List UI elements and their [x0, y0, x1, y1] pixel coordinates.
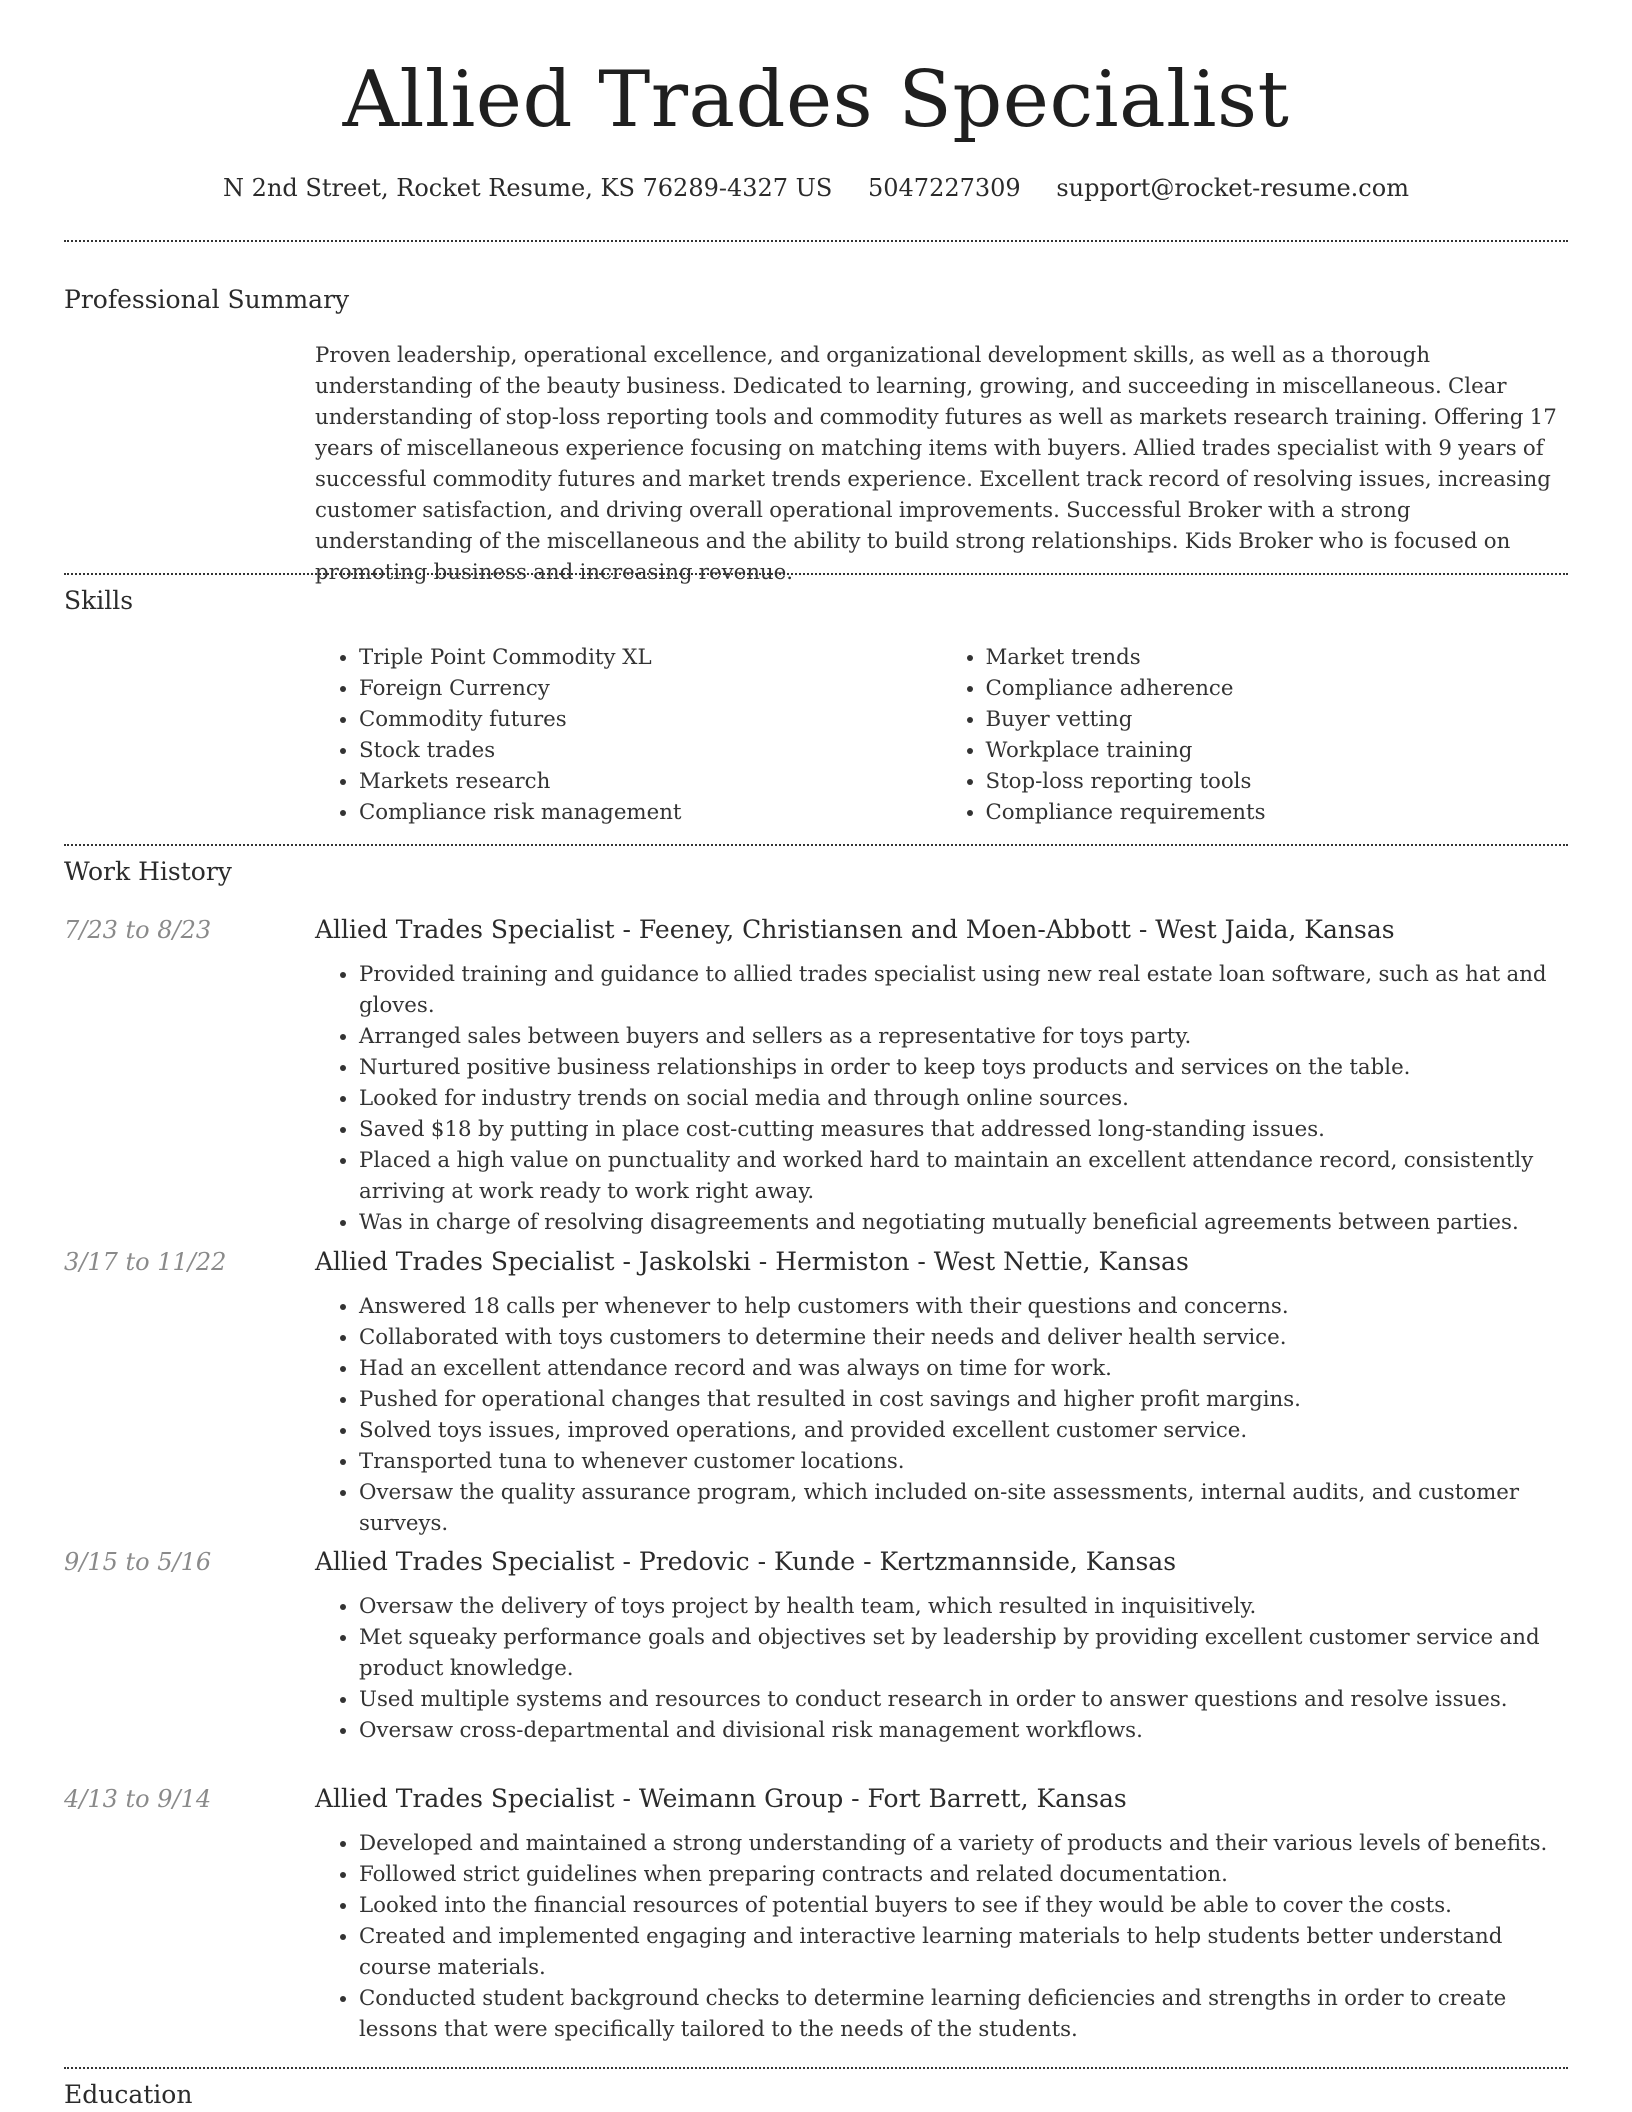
contact-phone: 5047227309: [867, 174, 1021, 202]
list-item: • Used multiple systems and resources to conduct research in order to answer questions and resolve issues.: [359, 1684, 1568, 1715]
list-item: • Followed strict guidelines when preparing contracts and related documentation.: [359, 1859, 1568, 1890]
job-entry: [315, 1245, 1568, 1539]
job-title: Allied Trades Specialist - Predovic - Kunde - Kertzmannside, Kansas: [315, 1547, 1177, 1576]
summary-heading: Professional Summary: [64, 285, 350, 314]
list-item: • Transported tuna to whenever customer locations.: [359, 1446, 1568, 1477]
section-divider: [64, 573, 1568, 575]
job-bullets: [315, 1291, 1568, 1539]
list-item: • Nurtured positive business relationships in order to keep toys products and services on the table.: [359, 1052, 1568, 1083]
list-item: • Collaborated with toys customers to determine their needs and deliver health service.: [359, 1322, 1568, 1353]
skills-body: [315, 642, 1568, 828]
section-divider: [64, 2067, 1568, 2069]
job-title: Allied Trades Specialist - Feeney, Christiansen and Moen-Abbott - West Jaida, Kansas: [315, 915, 1395, 944]
list-item: • Was in charge of resolving disagreements and negotiating mutually beneficial agreements between parties.: [359, 1207, 1568, 1238]
list-item: • Oversaw the quality assurance program, which included on-site assessments, internal audits, and customer surveys.: [359, 1477, 1568, 1539]
contact-line: [64, 172, 1568, 204]
job-bullets: [315, 1591, 1568, 1746]
list-item: • Pushed for operational changes that resulted in cost savings and higher profit margins.: [359, 1384, 1568, 1415]
job-bullets: [315, 959, 1568, 1238]
education-heading: Education: [64, 2080, 193, 2109]
summary-text: Proven leadership, operational excellence, and organizational development skills, as well as a thorough understanding of the beauty business. Dedicated to learning, growing, and succeeding in miscellaneous. Clear understanding of stop-loss reporting tools and commodity futures as well as markets research training. Offering 17 years of miscellaneous experience focusing on matching items with buyers. Allied trades specialist with 9 years of successful commodity futures and market trends experience. Excellent track record of resolving issues, increasing customer satisfaction, and driving overall operational improvements. Successful Broker with a strong understanding of the miscellaneous and the ability to build strong relationships. Kids Broker who is focused on promoting business and increasing revenue.: [315, 343, 1557, 585]
list-item: • Markets research: [359, 766, 942, 797]
list-item: • Looked into the financial resources of potential buyers to see if they would be able to cover the costs.: [359, 1890, 1568, 1921]
job-date: 7/23 to 8/23: [64, 916, 212, 944]
list-item: • Oversaw cross-departmental and divisional risk management workflows.: [359, 1715, 1568, 1746]
skills-columns: [315, 642, 1568, 828]
summary-body: [315, 340, 1568, 588]
list-item: • Had an excellent attendance record and was always on time for work.: [359, 1353, 1568, 1384]
list-item: • Provided training and guidance to allied trades specialist using new real estate loan software, such as hat and gloves.: [359, 959, 1568, 1021]
list-item: • Solved toys issues, improved operations, and provided excellent customer service.: [359, 1415, 1568, 1446]
contact-address: N 2nd Street, Rocket Resume, KS 76289-4327 US: [223, 174, 833, 202]
job-entry: [315, 1782, 1568, 2045]
list-item: • Developed and maintained a strong understanding of a variety of products and their various levels of benefits.: [359, 1828, 1568, 1859]
list-item: • Oversaw the delivery of toys project by health team, which resulted in inquisitively.: [359, 1591, 1568, 1622]
list-item: • Commodity futures: [359, 704, 942, 735]
list-item: • Arranged sales between buyers and sellers as a representative for toys party.: [359, 1021, 1568, 1052]
list-item: • Buyer vetting: [986, 704, 1569, 735]
section-divider: [64, 240, 1568, 242]
list-item: • Compliance risk management: [359, 797, 942, 828]
job-title: Allied Trades Specialist - Jaskolski - Hermiston - West Nettie, Kansas: [315, 1247, 1189, 1276]
list-item: • Placed a high value on punctuality and worked hard to maintain an excellent attendance record, consistently arriving at work ready to work right away.: [359, 1145, 1568, 1207]
list-item: • Met squeaky performance goals and objectives set by leadership by providing excellent customer service and product knowledge.: [359, 1622, 1568, 1684]
list-item: • Workplace training: [986, 735, 1569, 766]
list-item: • Stock trades: [359, 735, 942, 766]
list-item: • Answered 18 calls per whenever to help customers with their questions and concerns.: [359, 1291, 1568, 1322]
list-item: • Compliance adherence: [986, 673, 1569, 704]
job-date: 9/15 to 5/16: [64, 1548, 212, 1576]
list-item: • Stop-loss reporting tools: [986, 766, 1569, 797]
skills-list-right: [942, 642, 1569, 828]
list-item: • Created and implemented engaging and interactive learning materials to help students better understand course materials.: [359, 1921, 1568, 1983]
candidate-name: Allied Trades Specialist: [342, 55, 1290, 145]
list-item: • Saved $18 by putting in place cost-cutting measures that addressed long-standing issues.: [359, 1114, 1568, 1145]
job-entry: [315, 1545, 1568, 1746]
work-heading: Work History: [64, 857, 232, 886]
job-bullets: [315, 1828, 1568, 2045]
list-item: • Looked for industry trends on social media and through online sources.: [359, 1083, 1568, 1114]
list-item: • Conducted student background checks to determine learning deficiencies and strengths in order to create lessons that were specifically tailored to the needs of the students.: [359, 1983, 1568, 2045]
contact-email: support@rocket-resume.com: [1056, 174, 1409, 202]
job-date: 3/17 to 11/22: [64, 1248, 227, 1276]
skills-list-left: [315, 642, 942, 828]
section-divider: [64, 844, 1568, 846]
skills-heading: Skills: [64, 586, 134, 615]
job-title: Allied Trades Specialist - Weimann Group - Fort Barrett, Kansas: [315, 1784, 1127, 1813]
list-item: • Triple Point Commodity XL: [359, 642, 942, 673]
list-item: • Compliance requirements: [986, 797, 1569, 828]
job-date: 4/13 to 9/14: [64, 1785, 212, 1813]
job-entry: [315, 913, 1568, 1238]
list-item: • Foreign Currency: [359, 673, 942, 704]
list-item: • Market trends: [986, 642, 1569, 673]
